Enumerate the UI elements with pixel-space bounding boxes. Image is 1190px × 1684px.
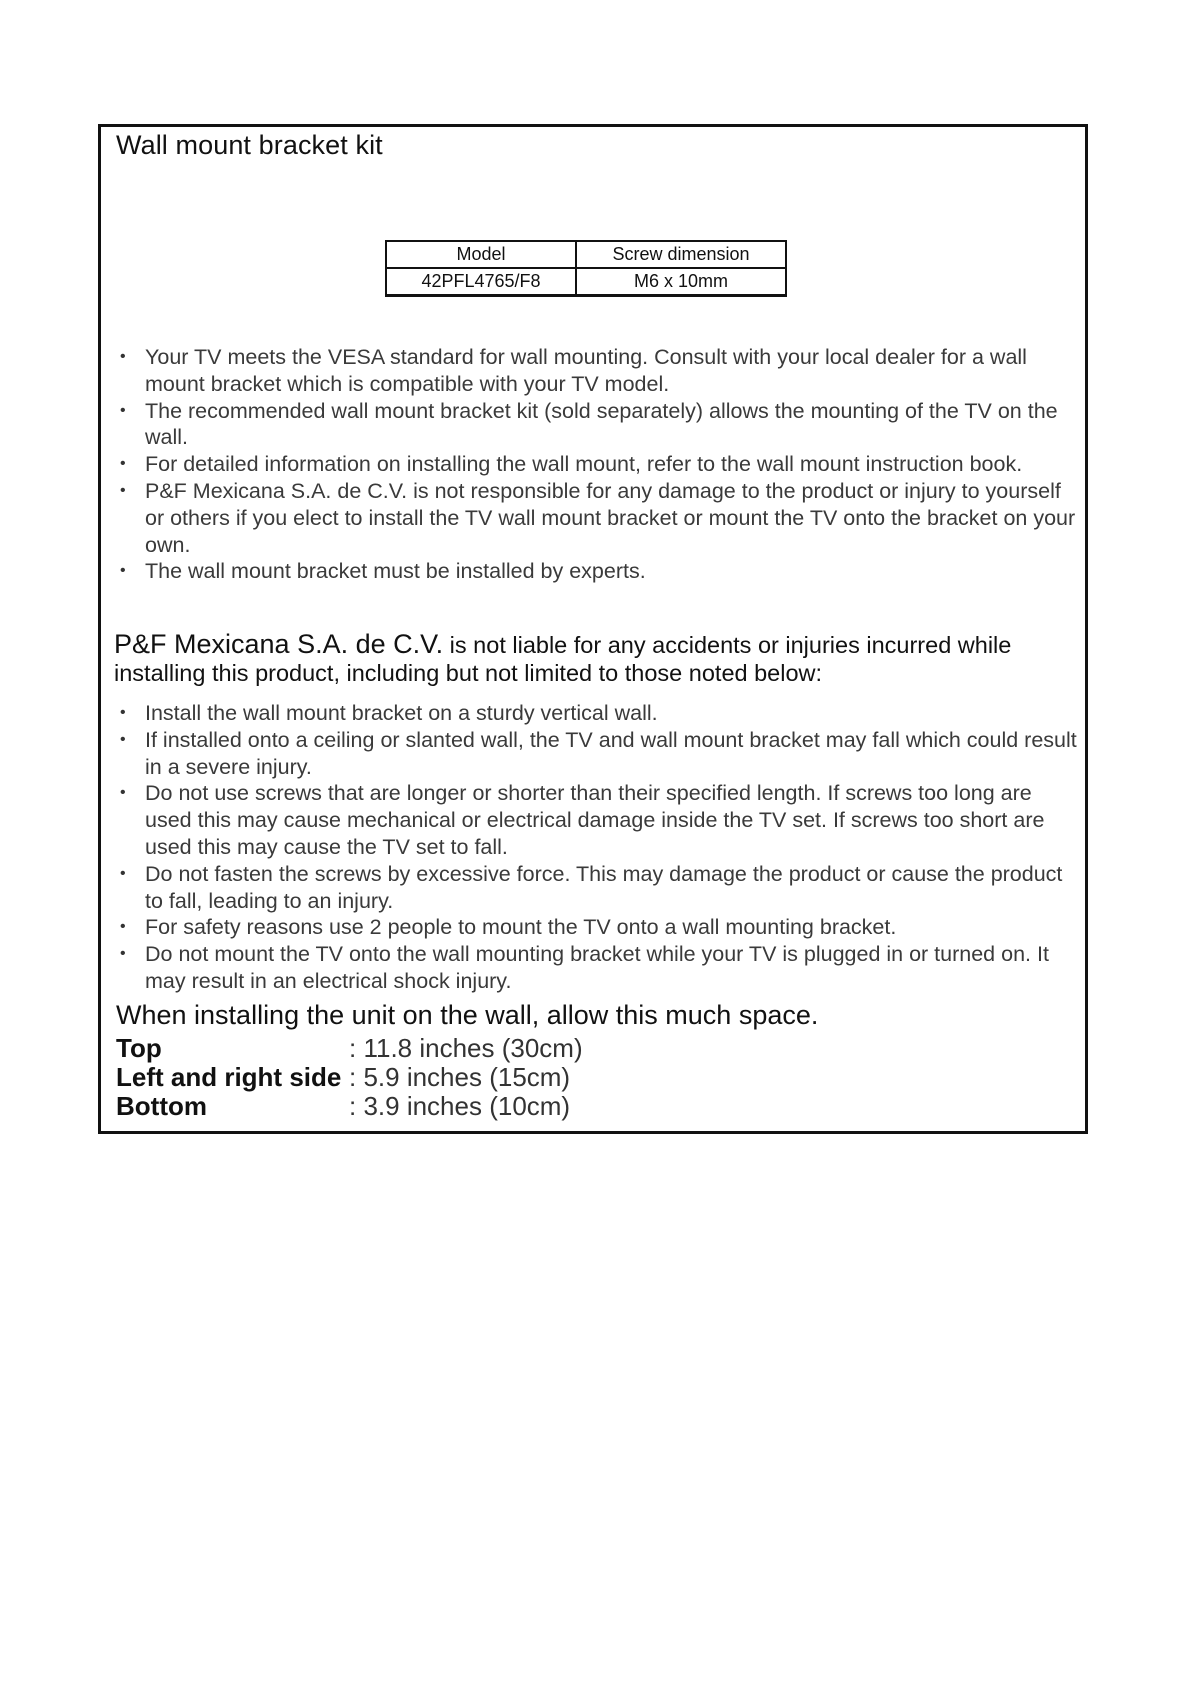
clearance-value: : 11.8 inches (30cm) — [349, 1033, 583, 1063]
clearance-heading: When installing the unit on the wall, allow this much space. — [116, 1000, 819, 1030]
note-text: Your TV meets the VESA standard for wall mounting. Consult with your local dealer for a wall mount bracket which is compatible with your TV model. — [145, 345, 1027, 396]
clearance-value: : 5.9 inches (15cm) — [349, 1062, 571, 1092]
clearance-label: Bottom — [116, 1091, 207, 1121]
screw-spec-table — [385, 240, 787, 297]
cell-screw-dimension: M6 x 10mm — [576, 268, 786, 296]
company-name: P&F Mexicana S.A. de C.V. — [114, 629, 444, 659]
clearance-table — [116, 1034, 583, 1121]
liability-text: is not liable for any accidents or injuries incurred while installing this product, including but not limited to those noted below: — [114, 632, 1012, 686]
bullet-icon: • — [120, 784, 126, 802]
precaution-text: Do not mount the TV onto the wall mounting bracket while your TV is plugged in or turned on. It may result in an electrical shock injury. — [145, 942, 1049, 993]
list-item — [120, 344, 1080, 398]
bullet-icon: • — [120, 562, 126, 580]
list-item — [120, 780, 1080, 860]
bullet-icon: • — [120, 945, 126, 963]
bullet-icon: • — [120, 455, 126, 473]
precautions-list — [120, 700, 1080, 995]
list-item — [120, 861, 1080, 915]
note-text: P&F Mexicana S.A. de C.V. is not responsible for any damage to the product or injury to yourself or others if you elect to install the TV wall mount bracket or mount the TV onto the bracket on your own. — [145, 478, 1076, 557]
wall-mount-notes-list — [120, 344, 1080, 585]
list-item — [120, 941, 1080, 995]
bullet-icon: • — [120, 348, 126, 365]
list-item — [120, 700, 1080, 727]
list-item — [120, 451, 1080, 478]
bullet-icon: • — [120, 704, 126, 721]
column-header-screw-dimension: Screw dimension — [576, 241, 786, 268]
column-header-model: Model — [386, 241, 576, 268]
clearance-label: Left and right side — [116, 1062, 342, 1092]
list-item — [120, 558, 1080, 585]
clearance-row-side — [116, 1063, 583, 1092]
bullet-icon: • — [120, 730, 126, 748]
clearance-row-top — [116, 1034, 583, 1063]
cell-model: 42PFL4765/F8 — [386, 268, 576, 296]
clearance-row-bottom — [116, 1092, 583, 1121]
precaution-text: Do not fasten the screws by excessive force. This may damage the product or cause the product to fall, leading to an injury. — [145, 861, 1063, 913]
liability-statement — [114, 630, 1084, 687]
table-row — [386, 268, 786, 296]
precaution-text: Do not use screws that are longer or shorter than their specified length. If screws too long are used this may cause mechanical or electrical damage inside the TV set. If screws too short are used this may cause the TV set to fall. — [145, 781, 1045, 859]
list-item — [120, 398, 1080, 452]
bullet-icon: • — [120, 864, 126, 882]
bullet-icon: • — [120, 918, 126, 936]
list-item — [120, 914, 1080, 941]
note-text: For detailed information on installing the wall mount, refer to the wall mount instruction book. — [145, 452, 1023, 477]
page-title: Wall mount bracket kit — [116, 130, 383, 160]
note-text: The wall mount bracket must be installed by experts. — [145, 559, 646, 584]
precaution-text: For safety reasons use 2 people to mount the TV onto a wall mounting bracket. — [145, 915, 897, 940]
clearance-value: : 3.9 inches (10cm) — [349, 1091, 571, 1121]
note-text: The recommended wall mount bracket kit (sold separately) allows the mounting of the TV on the wall. — [145, 398, 1058, 450]
table-header-row — [386, 241, 786, 268]
precaution-text: If installed onto a ceiling or slanted wall, the TV and wall mount bracket may fall which could result in a severe injury. — [145, 727, 1077, 779]
bullet-icon: • — [120, 401, 126, 419]
clearance-label: Top — [116, 1033, 162, 1063]
precaution-text: Install the wall mount bracket on a sturdy vertical wall. — [145, 701, 658, 725]
bullet-icon: • — [120, 481, 126, 499]
list-item — [120, 478, 1080, 558]
list-item — [120, 727, 1080, 781]
